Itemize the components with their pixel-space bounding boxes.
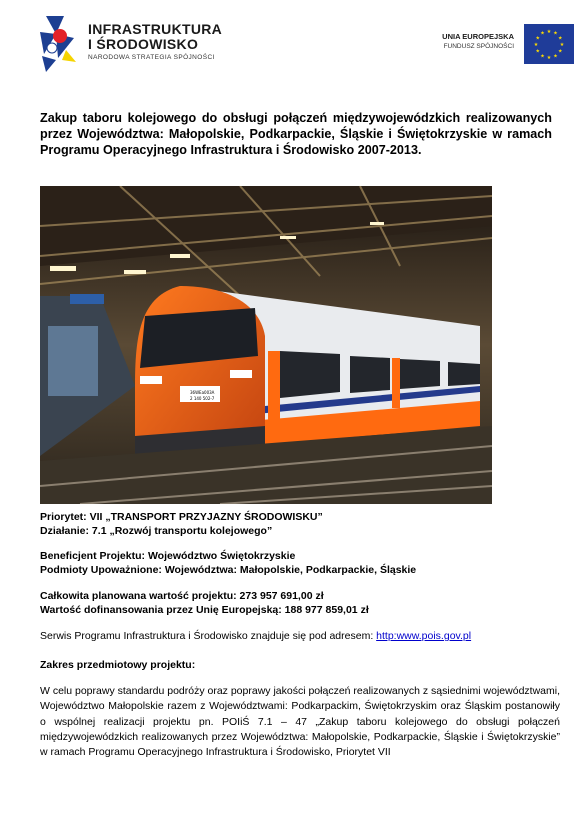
logo-title: [88, 22, 222, 52]
logo-title-line1: INFRASTRUKTURA: [88, 21, 223, 37]
wartosc-calkowita: Całkowita planowana wartość projektu: 273 957 691,00 zł: [40, 590, 324, 602]
wartosc-dofinansowania: Wartość dofinansowania przez Unię Europejską: 188 977 859,01 zł: [40, 604, 369, 616]
priorytet: Priorytet: VII „TRANSPORT PRZYJAZNY ŚRODOWISKU”: [40, 511, 323, 523]
logo-title-line2: I ŚRODOWISKO: [88, 36, 199, 52]
svg-text:★: ★: [546, 55, 552, 61]
serwis-link[interactable]: http:www.pois.gov.pl: [376, 630, 472, 642]
svg-text:★: ★: [558, 48, 563, 55]
infrastruktura-logo: [36, 14, 236, 74]
svg-text:★: ★: [540, 53, 545, 60]
body-paragraph: W celu poprawy standardu podróży oraz poprawy jakości połączeń realizowanych z sąsiednimi województwami, Województwo Małopolskie razem z Województwami: Podkarpackim, Świętokrzyskim oraz Śląskim postanowiły o wspólnej realizacji projektu pn. POIiŚ 7.1 – 47 „Zakup taboru kolejowego do obsługi połączeń międzywojewódzkich realizowanych przez Województwa: Małopolskie, Podkarpackie, Śląskie i Świętokrzyskie” w ramach Programu Operacyjnego Infrastruktura i Środowisko, Priorytet VII: [40, 685, 560, 759]
podmioty-upowaznione: Podmioty Upoważnione: Województwa: Małopolskie, Podkarpackie, Śląskie: [40, 564, 417, 576]
eu-logo: [404, 24, 574, 68]
train-side-number: 2 140 502-7: [190, 396, 215, 401]
eu-flag-icon: [524, 24, 574, 64]
zakres-heading: Zakres przedmiotowy projektu:: [40, 659, 196, 671]
document-title: Zakup taboru kolejowego do obsługi połączeń międzywojewódzkich realizowanych przez Województwa: Małopolskie, Podkarpackie, Śląskie i Świętokrzyskie w ramach Programu Operacyjnego Infrastruktura i Środowisko 2007-2013.: [40, 111, 552, 157]
svg-text:★: ★: [540, 30, 545, 37]
eu-text: [442, 32, 514, 50]
serwis-text: Serwis Programu Infrastruktura i Środowisko znajduje się pod adresem:: [40, 630, 377, 642]
logo-subtitle: NARODOWA STRATEGIA SPÓJNOŚCI: [88, 54, 215, 61]
eu-line2: FUNDUSZ SPÓJNOŚCI: [443, 43, 514, 50]
beneficjent: Beneficjent Projektu: Województwo Świętokrzyskie: [40, 550, 296, 562]
nss-logo-icon: [36, 14, 80, 74]
train-number: 36WEa003A: [190, 390, 215, 395]
eu-line1: UNIA EUROPEJSKA: [442, 32, 514, 41]
svg-text:★: ★: [558, 35, 563, 42]
svg-text:★: ★: [559, 42, 565, 48]
serwis-line: [40, 630, 560, 643]
svg-text:★: ★: [553, 30, 558, 37]
svg-text:★: ★: [553, 53, 558, 60]
svg-text:★: ★: [535, 48, 540, 55]
svg-text:★: ★: [533, 42, 539, 48]
page-header: [0, 0, 588, 80]
svg-text:★: ★: [546, 29, 552, 35]
svg-text:★: ★: [535, 35, 540, 42]
train-photo: [40, 186, 492, 504]
dzialanie: Działanie: 7.1 „Rozwój transportu kolejowego”: [40, 525, 273, 537]
